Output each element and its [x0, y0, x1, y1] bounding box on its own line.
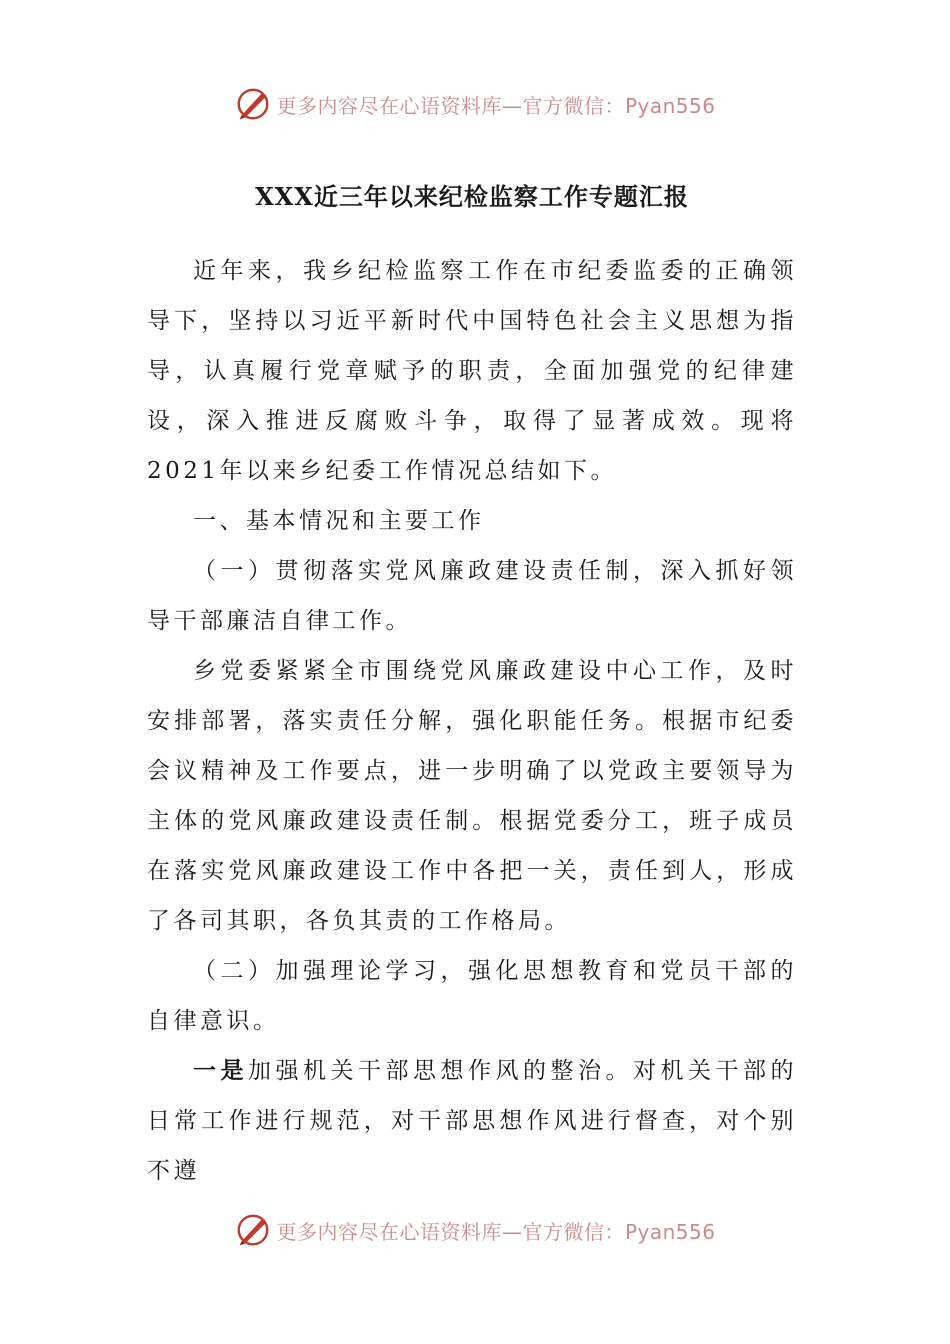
document-body [147, 172, 797, 1196]
document-title: XXX近三年以来纪检监察工作专题汇报 [255, 182, 689, 211]
watermark-text: 更多内容尽在心语资料库—官方微信：Pyan556 [276, 93, 716, 118]
pen-logo-icon [234, 85, 272, 123]
watermark-banner-bottom [0, 1210, 950, 1250]
paragraph-intro: 近年来，我乡纪检监察工作在市纪委监委的正确领导下，坚持以习近平新时代中国特色社会主义思想为指导，认真履行党章赋予的职责，全面加强党的纪律建设，深入推进反腐败斗争，取得了显著成效。现将2021年以来乡纪委工作情况总结如下。 [147, 258, 797, 484]
subsection-heading-1: （一）贯彻落实党风廉政建设责任制，深入抓好领导干部廉洁自律工作。 [147, 558, 797, 634]
pen-logo-icon [234, 1211, 272, 1249]
paragraph-first-point [147, 1046, 797, 1196]
point-text: 加强机关干部思想作风的整治。对机关干部的日常工作进行规范，对干部思想作风进行督查，对个别不遵 [147, 1058, 797, 1184]
section-heading: 一、基本情况和主要工作 [193, 508, 485, 534]
point-lead: 一是 [193, 1057, 248, 1084]
subsection-heading-2: （二）加强理论学习，强化思想教育和党员干部的自律意识。 [147, 958, 797, 1034]
watermark-banner-top [0, 84, 950, 124]
paragraph-responsibility: 乡党委紧紧全市围绕党风廉政建设中心工作，及时安排部署，落实责任分解，强化职能任务。根据市纪委会议精神及工作要点，进一步明确了以党政主要领导为主体的党风廉政建设责任制。根据党委分工，班子成员在落实党风廉政建设工作中各把一关，责任到人，形成了各司其职，各负其责的工作格局。 [147, 658, 797, 934]
watermark-text: 更多内容尽在心语资料库—官方微信：Pyan556 [276, 1219, 716, 1244]
